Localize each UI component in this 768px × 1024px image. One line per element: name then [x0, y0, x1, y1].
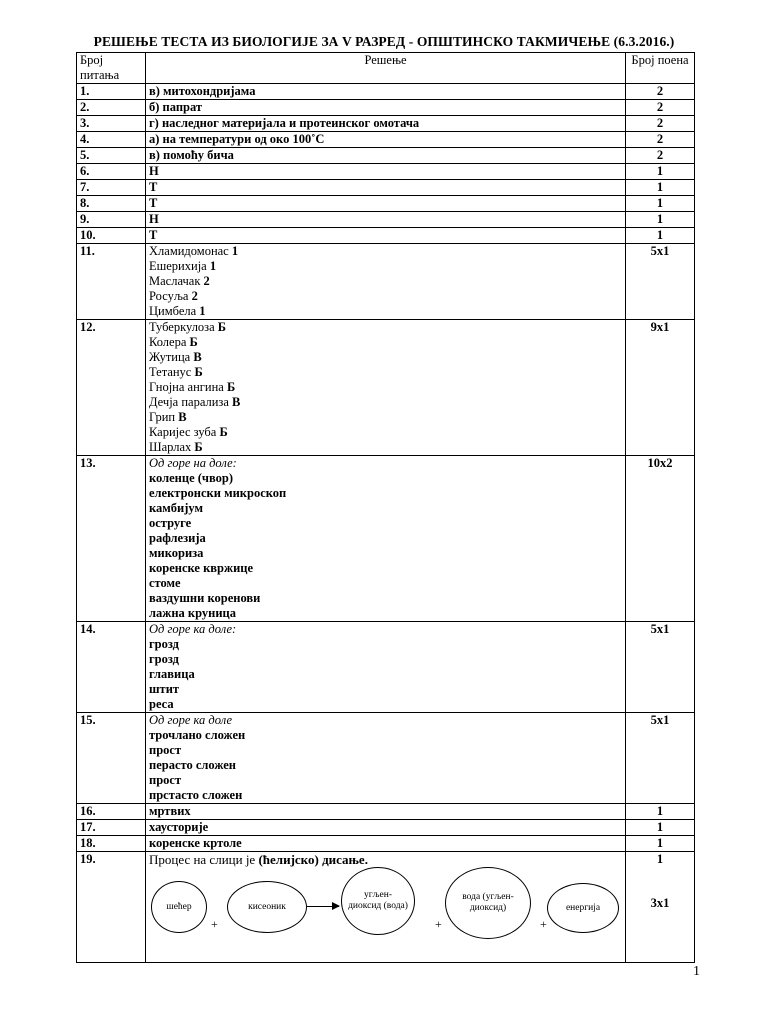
answer-cell	[146, 836, 626, 852]
answer-line	[149, 228, 622, 243]
answer-text: електронски микроскоп	[149, 486, 287, 500]
answer-text: Гнојна ангина	[149, 380, 227, 394]
table-row	[77, 820, 695, 836]
answer-line	[149, 100, 622, 115]
answer-line	[149, 395, 622, 410]
answer-line	[149, 788, 622, 803]
answer-line	[149, 652, 622, 667]
answer-line	[149, 84, 622, 99]
answer-line	[149, 289, 622, 304]
answer-text: трочлано сложен	[149, 728, 246, 742]
points-cell: 9x1	[626, 320, 695, 456]
question-number: 14.	[77, 622, 146, 713]
answer-line	[149, 180, 622, 195]
answer-text: оструге	[149, 516, 192, 530]
points-cell: 1	[626, 212, 695, 228]
answer-text: мртвих	[149, 804, 191, 818]
answer-line	[149, 501, 622, 516]
question-number: 12.	[77, 320, 146, 456]
answer-text: Туберкулоза	[149, 320, 218, 334]
answer-line	[149, 274, 622, 289]
question-number: 1.	[77, 84, 146, 100]
answer-text: рафлезија	[149, 531, 206, 545]
answer-line	[149, 304, 622, 319]
answer-key: В	[193, 350, 202, 364]
answer-text: Т	[149, 228, 158, 242]
points-cell: 1	[626, 196, 695, 212]
answer-line	[149, 576, 622, 591]
answer-line	[149, 531, 622, 546]
answer-text: а) на температури од око 100˚C	[149, 132, 325, 146]
table-row	[77, 713, 695, 804]
answer-text: ваздушни коренови	[149, 591, 261, 605]
answer-line	[149, 456, 622, 471]
answer-text: прстасто сложен	[149, 788, 243, 802]
points-cell: 1	[626, 164, 695, 180]
answer-line	[149, 164, 622, 179]
answer-text: Т	[149, 180, 158, 194]
answer-line	[149, 148, 622, 163]
answer-cell	[146, 164, 626, 180]
answer-cell	[146, 212, 626, 228]
points-cell: 5x1	[626, 622, 695, 713]
sentence-prefix: Процес на слици је	[149, 852, 259, 867]
answer-cell	[146, 180, 626, 196]
question-number: 9.	[77, 212, 146, 228]
answer-line	[149, 259, 622, 274]
answer-text: Ешерихија	[149, 259, 210, 273]
answer-text: коренске квржице	[149, 561, 254, 575]
answer-line	[149, 410, 622, 425]
question-number: 17.	[77, 820, 146, 836]
answer-text: штит	[149, 682, 180, 696]
answer-cell-19	[146, 852, 626, 963]
diagram-node-oxygen: кисеоник	[227, 881, 307, 933]
answer-key: Б	[219, 425, 228, 439]
points-cell: 1	[626, 228, 695, 244]
answer-text: Грип	[149, 410, 179, 424]
question-number: 3.	[77, 116, 146, 132]
answer-cell	[146, 320, 626, 456]
answer-cell	[146, 196, 626, 212]
question-number: 7.	[77, 180, 146, 196]
answer-key: 1	[209, 259, 217, 273]
points-cell: 1	[626, 820, 695, 836]
table-row	[77, 100, 695, 116]
points-cell: 2	[626, 148, 695, 164]
answer-text: камбијум	[149, 501, 203, 515]
answer-line	[149, 440, 622, 455]
question-number: 8.	[77, 196, 146, 212]
points-cell: 5x1	[626, 713, 695, 804]
answer-text: главица	[149, 667, 195, 681]
answer-text: Дечја парализа	[149, 395, 233, 409]
answer-line	[149, 713, 622, 728]
answer-text: коренске кртоле	[149, 836, 242, 850]
points-cell: 2	[626, 100, 695, 116]
question-number: 19.	[77, 852, 146, 963]
arrow-icon	[307, 906, 339, 907]
answer-line	[149, 836, 622, 851]
table-header-row	[77, 53, 695, 84]
points-cell: 2	[626, 132, 695, 148]
answer-line	[149, 244, 622, 259]
question-number: 6.	[77, 164, 146, 180]
points-cell: 5x1	[626, 244, 695, 320]
table-row	[77, 212, 695, 228]
answer-line	[149, 804, 622, 819]
answer-line	[149, 425, 622, 440]
plus-sign: +	[540, 917, 547, 931]
answer-line	[149, 561, 622, 576]
plus-sign: +	[435, 917, 442, 931]
answer-text: Од горе ка доле	[149, 713, 233, 727]
answer-key: Б	[226, 380, 236, 394]
answer-key: Б	[194, 440, 203, 454]
answer-line	[149, 697, 622, 712]
page-number: 1	[693, 964, 700, 979]
question-number: 13.	[77, 456, 146, 622]
table-row	[77, 132, 695, 148]
table-row-19	[77, 852, 695, 963]
table-row	[77, 836, 695, 852]
answer-cell	[146, 100, 626, 116]
answer-key: 2	[191, 289, 198, 303]
answer-line	[149, 606, 622, 621]
answer-text: микориза	[149, 546, 204, 560]
answer-line	[149, 743, 622, 758]
points-cell-19	[626, 852, 695, 963]
answer-text: Росуља	[149, 289, 192, 303]
points-cell: 1	[626, 836, 695, 852]
table-row	[77, 148, 695, 164]
header-solution: Решење	[146, 53, 626, 84]
answer-key: Б	[217, 320, 227, 334]
answer-text: хаусторије	[149, 820, 209, 834]
answer-line	[149, 758, 622, 773]
answer-line	[149, 196, 622, 211]
answer-key: 1	[231, 244, 239, 258]
table-row	[77, 164, 695, 180]
answer-key: 2	[203, 274, 210, 288]
points-cell: 2	[626, 84, 695, 100]
answer-key: В	[178, 410, 187, 424]
answer-line	[149, 773, 622, 788]
answer-text: Шарлах	[149, 440, 195, 454]
respiration-diagram	[149, 867, 629, 945]
answer-text: Жутица	[149, 350, 194, 364]
plus-sign: +	[211, 917, 218, 931]
question-number: 10.	[77, 228, 146, 244]
question-number: 4.	[77, 132, 146, 148]
answer-cell	[146, 820, 626, 836]
answer-cell	[146, 456, 626, 622]
answer-line	[149, 682, 622, 697]
answer-text: Од горе на доле:	[149, 456, 237, 470]
answer-key: Б	[194, 365, 203, 379]
answer-text: грозд	[149, 637, 179, 651]
question-number: 18.	[77, 836, 146, 852]
answer-text: прост	[149, 743, 182, 757]
sentence-answer: (ћелијско) дисање.	[258, 852, 368, 867]
answer-cell	[146, 148, 626, 164]
header-points: Број поена	[626, 53, 695, 84]
answer-line	[149, 335, 622, 350]
table-row	[77, 228, 695, 244]
answer-line	[149, 212, 622, 227]
table-row	[77, 320, 695, 456]
answer-cell	[146, 804, 626, 820]
answer-text: Н	[149, 212, 159, 226]
answer-cell	[146, 244, 626, 320]
answer-text: Хламидомонас	[149, 244, 232, 258]
answer-line	[149, 591, 622, 606]
answer-line	[149, 132, 622, 147]
answer-line	[149, 471, 622, 486]
answer-line	[149, 728, 622, 743]
answer-text: перасто сложен	[149, 758, 236, 772]
diagram-node-sugar: шећер	[151, 881, 207, 933]
answer-line	[149, 116, 622, 131]
answer-text: реса	[149, 697, 174, 711]
answer-line	[149, 350, 622, 365]
answer-line	[149, 486, 622, 501]
diagram-node-energy: енергија	[547, 883, 619, 933]
answer-line	[149, 637, 622, 652]
question-number: 16.	[77, 804, 146, 820]
answer-text: коленце (чвор)	[149, 471, 234, 485]
points-cell: 2	[626, 116, 695, 132]
answer-table	[76, 52, 695, 963]
points-cell: 1	[626, 180, 695, 196]
answer-line	[149, 622, 622, 637]
question-number: 5.	[77, 148, 146, 164]
answer-line	[149, 546, 622, 561]
answer-key: В	[232, 395, 241, 409]
question-number: 2.	[77, 100, 146, 116]
answer-key: Б	[189, 335, 198, 349]
answer-text: г) наследног материјала и протеинског омотача	[149, 116, 420, 130]
answer-line	[149, 516, 622, 531]
points-diagram: 3x1	[650, 896, 670, 910]
answer-cell	[146, 132, 626, 148]
answer-text: Тетанус	[149, 365, 195, 379]
answer-cell	[146, 116, 626, 132]
answer-text: в) митохондријама	[149, 84, 256, 98]
table-row	[77, 84, 695, 100]
respiration-sentence	[149, 852, 622, 867]
answer-text: стоме	[149, 576, 181, 590]
table-row	[77, 622, 695, 713]
answer-line	[149, 820, 622, 835]
points-cell: 10x2	[626, 456, 695, 622]
answer-text: Маслачак	[149, 274, 204, 288]
answer-text: Н	[149, 164, 159, 178]
answer-text: грозд	[149, 652, 179, 666]
points-sentence: 1	[656, 852, 664, 866]
answer-line	[149, 667, 622, 682]
answer-text: в) помоћу бича	[149, 148, 234, 162]
answer-line	[149, 365, 622, 380]
answer-text: Цимбела	[149, 304, 200, 318]
question-number: 11.	[77, 244, 146, 320]
header-question-number: Број питања	[77, 53, 146, 84]
table-row	[77, 456, 695, 622]
answer-cell	[146, 713, 626, 804]
diagram-node-water: вода (угљен-диоксид)	[445, 867, 531, 939]
answer-cell	[146, 622, 626, 713]
answer-text: прост	[149, 773, 182, 787]
answer-text: Т	[149, 196, 158, 210]
document-title: РЕШЕЊЕ ТЕСТА ИЗ БИОЛОГИЈЕ ЗА V РАЗРЕД - ОПШТИНСКО ТАКМИЧЕЊЕ (6.3.2016.)	[93, 34, 675, 49]
table-row	[77, 116, 695, 132]
answer-line	[149, 380, 622, 395]
points-cell: 1	[626, 804, 695, 820]
answer-cell	[146, 84, 626, 100]
question-number: 15.	[77, 713, 146, 804]
answer-key: 1	[199, 304, 206, 318]
answer-cell	[146, 228, 626, 244]
diagram-node-co2: угљен-диоксид (вода)	[341, 867, 415, 935]
table-row	[77, 196, 695, 212]
answer-text: Колера	[149, 335, 190, 349]
answer-text: Од горе ка доле:	[149, 622, 237, 636]
answer-text: лажна круница	[149, 606, 236, 620]
answer-text: б) папрат	[149, 100, 203, 114]
answer-line	[149, 320, 622, 335]
answer-text: Каријес зуба	[149, 425, 220, 439]
table-row	[77, 244, 695, 320]
table-row	[77, 180, 695, 196]
table-row	[77, 804, 695, 820]
